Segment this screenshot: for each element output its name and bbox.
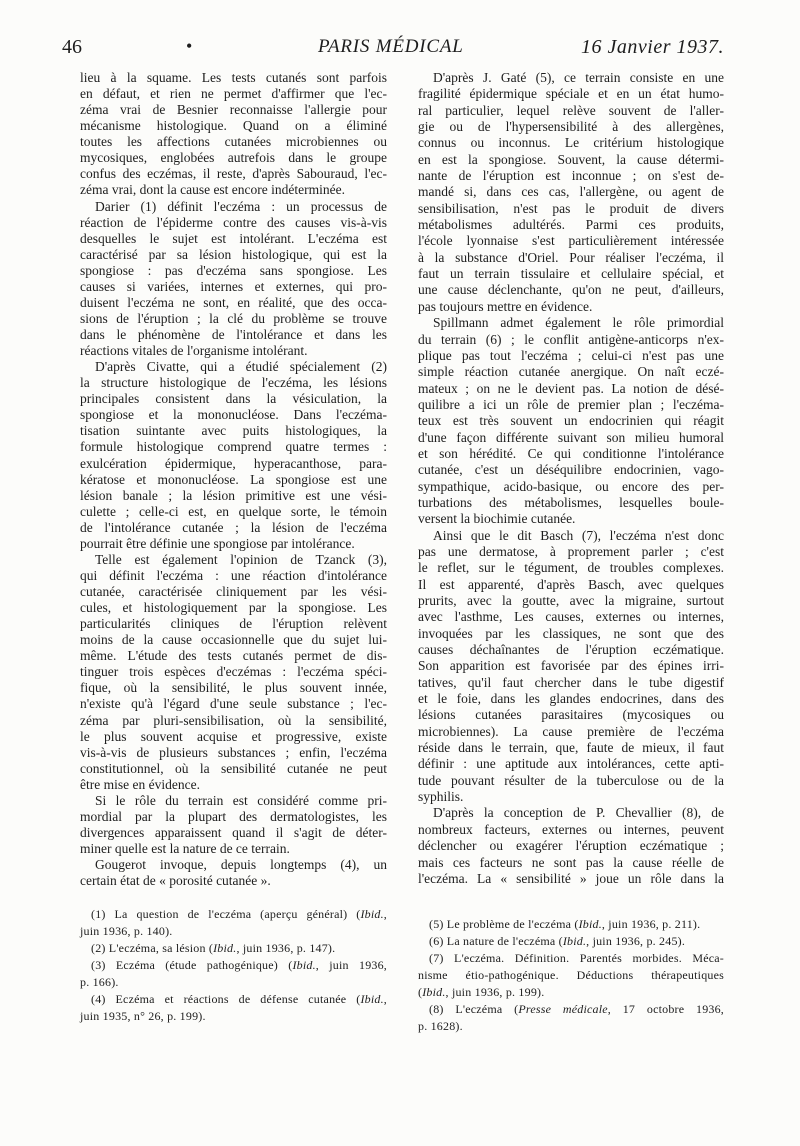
text-line: Gougerot invoque, depuis longtemps (4), un (95, 857, 387, 873)
footnote (418, 950, 724, 1001)
text-line: Darier (1) définit l'eczéma : un processus de (95, 198, 387, 214)
text-line: sensibilisation, n'est pas le produit de divers (418, 200, 724, 216)
text-line: nombreux facteurs, externes ou internes, peuvent (418, 821, 724, 837)
text-line: déclencher ou exagérer l'éruption eczématique ; (418, 838, 724, 854)
footnote-text: , 17 octobre 1936, (607, 1002, 725, 1016)
footnote-text: (1) La question de l'eczéma (aperçu général) ( (91, 907, 361, 921)
text-line: cules, et histologiquement par la spongiose. Les (80, 600, 387, 616)
text-line: formule histologique comprend quatre termes : (80, 439, 387, 455)
text-line: turbations des métabolismes, lesquelles boule- (418, 494, 724, 510)
text-line: simple réaction cutanée anergique. On naît eczé- (418, 364, 724, 380)
text-line: Spillmann admet également le rôle primordial (433, 315, 724, 331)
text-line: réaction de l'épiderme contre des causes vis-à-vis (80, 214, 387, 230)
footnote-text: , juin 1936, p. 147). (236, 941, 336, 955)
text-line: sions de l'éruption ; la clé du problème se trouve (80, 310, 387, 326)
text-line: cutanée, c'est un déséquilibre endocrinien, vago- (418, 462, 724, 478)
footnote-source-title: Ibid. (360, 992, 384, 1006)
footnote-source-title: Ibid. (213, 941, 237, 955)
text-line: quilibre a ici un rôle de premier plan ; l'eczéma- (418, 396, 724, 412)
footnote-source-title: Ibid. (360, 907, 384, 921)
footnote-text: juin 1936, p. 140). (80, 924, 173, 938)
text-line: tude pouvant résulter de la tuberculose ou de la (418, 772, 724, 788)
text-line: syphilis. (418, 789, 464, 805)
text-line: en défaut, et rien ne permet d'affirmer que l'ec- (80, 86, 387, 102)
footnote-text: ( (418, 985, 423, 999)
text-line: la structure histologique de l'eczéma, les lésions (80, 375, 387, 391)
footnote-text: nisme étio-pathogénique. Déductions thérapeutiques (418, 968, 724, 982)
ornament-dot: • (186, 36, 193, 56)
footnote-text: p. 1628). (418, 1019, 463, 1033)
footnote (80, 940, 387, 957)
footnote-text: (5) Le problème de l'eczéma ( (429, 917, 579, 931)
text-line: spongiose : pas d'eczéma sans spongiose. Les (80, 262, 387, 278)
text-line: mateux ; on ne le devient pas. La notion de désé- (418, 380, 724, 396)
footnote-text: (4) Eczéma et réactions de défense cutanée ( (91, 992, 361, 1006)
text-line: D'après J. Gaté (5), ce terrain consiste en une (433, 70, 724, 85)
text-line: en est la spongiose. Souvent, la cause détermi- (418, 151, 724, 167)
text-line: le plus souvent acquise et progressive, existe (80, 728, 387, 744)
text-line: de l'intolérance cutanée ; la lésion de l'eczéma (80, 519, 387, 535)
footnote-line (80, 974, 387, 991)
paragraph (418, 528, 724, 806)
text-line: tisation suintante avec puits histologiques, la (80, 423, 387, 439)
text-line: Telle est également l'opinion de Tzanck (3), (95, 551, 387, 567)
footnote-line (418, 950, 724, 967)
text-line: miner quelle est la nature de ce terrain. (80, 841, 290, 856)
footnote-text: (3) Eczéma (étude pathogénique) ( (91, 958, 293, 972)
footnote (80, 906, 387, 940)
text-line: fragilité épidermique spéciale et en un état humo- (418, 86, 724, 102)
text-line: fique, où la sensibilité, le plus souvent innée, (80, 680, 387, 696)
footnotes-left (80, 906, 387, 1025)
text-line: et son hérédité. Ce qui conditionne l'intolérance (418, 445, 724, 461)
text-line: moins de la cause occasionnelle que du sujet lui- (80, 632, 387, 648)
text-line: Son apparition est favorisée par des épines irri- (418, 658, 724, 674)
text-line: D'après Civatte, qui a étudié spécialement (2) (95, 359, 387, 375)
footnote-line (80, 940, 387, 957)
text-line: causes si variées, internes et externes, qui pro- (80, 278, 387, 294)
left-column (80, 70, 387, 889)
footnote-line (80, 923, 387, 940)
text-line: confus des eczémas, il reste, d'après Sabouraud, l'ec- (80, 166, 387, 182)
footnote-line (80, 1008, 387, 1025)
text-line: vis-à-vis de plusieurs substances ; enfin, l'eczéma (80, 744, 387, 760)
text-line: lésions cutanées parasitaires (mycosiques ou (418, 707, 724, 723)
text-line: n'existe qu'à l'égard d'une seule substance ; l'ec- (80, 696, 387, 712)
footnote-line (80, 991, 387, 1008)
text-line: zéma par pluri-sensibilisation, où la sensibilité, (80, 712, 387, 728)
page-header (0, 36, 800, 66)
text-line: ral particulier, lequel relève souvent de l'aller- (418, 102, 724, 118)
footnote-line (418, 967, 724, 984)
text-line: spongiose et la mononucléose. Dans l'eczéma- (80, 407, 387, 423)
footnote-line (418, 1018, 724, 1035)
text-line: sympathique, acido-basique, ou encore des per- (418, 478, 724, 494)
text-line: prurits, avec la goutte, avec la migraine, surtout (418, 593, 724, 608)
footnote-text: , juin 1936, p. 245). (586, 934, 686, 948)
footnotes-right (418, 916, 724, 1035)
footnote-text: (2) L'eczéma, sa lésion ( (91, 941, 214, 955)
text-line: d'une façon différente suivant son milieu humoral (418, 429, 724, 445)
text-line: du terrain (6) ; le conflit antigène-anticorps n'ex- (418, 331, 724, 347)
text-line: culette ; celle-ci est, en quelque sorte, le témoin (80, 503, 387, 519)
text-line: dans le phénomène de l'intolérance et dans les (80, 327, 387, 342)
footnote-source-title: Ibid. (562, 934, 587, 948)
text-line: constitutionnel, où la sensibilité cutanée ne peut (80, 760, 387, 776)
footnote-line (418, 984, 724, 1001)
text-line: microbiennes). La cause première de l'eczéma (418, 723, 724, 739)
footnote-text: (8) L'eczéma ( (429, 1002, 519, 1016)
footnote-line (80, 906, 387, 923)
text-line: desquelles le sujet est intolérant. L'eczéma est (80, 230, 387, 246)
text-line: nante de l'éruption est inconnue ; on s'est de- (418, 168, 724, 184)
text-line: certain état de « porosité cutanée ». (80, 873, 271, 889)
footnote-text: (7) L'eczéma. Définition. Parentés morbides. Méca- (429, 951, 724, 965)
footnote-text: , juin 1936, p. 211). (601, 917, 701, 931)
text-line: teux est très souvent un endocrinien qui réagit (418, 413, 724, 429)
footnote-text: , (383, 907, 387, 921)
footnote (80, 991, 387, 1025)
text-line: mandé si, dans ces cas, l'allergène, ou agent de (418, 184, 724, 200)
paragraph (418, 315, 724, 527)
text-line: tatives, qu'il faut chercher dans le tube digestif (418, 674, 724, 690)
text-line: qui définit l'eczéma : une réaction d'intolérance (80, 567, 387, 583)
text-line: pas toujours mettre en évidence. (418, 298, 593, 314)
paragraph (80, 199, 387, 360)
text-line: pourrait être définie une spongiose par intolérance. (80, 535, 355, 551)
text-line: zéma vrai, dont la cause est encore indéterminée. (80, 182, 345, 198)
text-line: définir : une aptitude aux intolérances, cette apti- (418, 756, 724, 772)
paragraph (418, 70, 724, 315)
text-line: lieu à la squame. Les tests cutanés sont parfois (80, 70, 387, 85)
paragraph (80, 359, 387, 552)
text-line: le reflet, sur le tégument, de troubles complexes. (418, 560, 724, 576)
text-line: cutanée, caractérisée cliniquement par les vési- (80, 584, 387, 599)
text-line: duisent l'eczéma ne sont, en réalité, que des occa- (80, 294, 387, 310)
text-line: caractérisé par sa lésion histologique, qui est la (80, 246, 387, 262)
text-line: mordial par la plupart des dermatologistes, les (80, 808, 387, 824)
text-line: gie ou de l'hypersensibilité à des allergènes, (418, 119, 724, 135)
footnote (418, 933, 724, 950)
footnote-source-title: Ibid. (422, 985, 446, 999)
text-line: réside dans le terrain, que, faute de mieux, il faut (418, 740, 724, 756)
text-line: pas une dermatose, à proprement parler ; c'est (418, 543, 724, 559)
text-line: D'après la conception de P. Chevallier (8), de (433, 805, 724, 821)
text-line: réactions vitales de l'organisme intolérant. (80, 343, 308, 359)
text-line: mycosiques, englobées autrefois dans le groupe (80, 150, 387, 166)
text-line: zéma vrai de Besnier reconnaisse l'allergie pour (80, 102, 387, 118)
journal-title: PARIS MÉDICAL (318, 36, 464, 57)
text-line: l'eczéma. La « sensibilité » joue un rôle dans la (418, 870, 724, 886)
paragraph (80, 552, 387, 793)
footnote-source-title: Ibid. (292, 958, 316, 972)
footnote-line (418, 933, 724, 950)
text-line: exulcération épidermique, hyperacanthose, para- (80, 455, 387, 471)
text-line: Il est apparenté, d'après Basch, avec quelques (418, 576, 724, 592)
paragraph (80, 70, 387, 199)
text-line: métabolismes adultérés. Parmi ces produits, (418, 217, 724, 233)
footnote (80, 957, 387, 991)
text-line: avec l'asthme, Les causes, externes ou internes, (418, 609, 724, 625)
footnote-text: (6) La nature de l'eczéma ( (429, 934, 563, 948)
footnote-text: , (383, 992, 387, 1006)
text-line: principales consistent dans la vésiculation, la (80, 391, 387, 407)
text-line: à la substance d'Oriel. Pour réaliser l'eczéma, il (418, 249, 724, 265)
text-line: l'école lyonnaise s'est particulièrement intéressée (418, 233, 724, 249)
issue-date: 16 Janvier 1937. (581, 36, 724, 58)
footnote-source-title: Presse médicale (518, 1002, 608, 1016)
footnote-text: juin 1935, n° 26, p. 199). (80, 1009, 206, 1023)
footnote-text: , juin 1936, (315, 958, 387, 972)
text-line: plique pas tout l'eczéma ; celui-ci n'est pas une (418, 347, 724, 363)
page-number: 46 (62, 36, 82, 58)
text-line: causes déchaînantes de l'éruption eczématique. (418, 642, 724, 658)
text-line: divergences apparaissent quand il s'agit de déter- (80, 824, 387, 840)
text-line: kératose et mononucléose. La spongiose est une (80, 471, 387, 487)
paragraph (80, 857, 387, 889)
footnote-text: , juin 1936, p. 199). (445, 985, 545, 999)
text-line: et le foie, dans les glandes endocrines, dans des (418, 691, 724, 707)
text-line: même. L'étude des tests cutanés permet de dis- (80, 648, 387, 664)
footnote-line (80, 957, 387, 974)
footnote-line (418, 1001, 724, 1018)
text-line: lésion banale ; la lésion primitive est une vési- (80, 487, 387, 503)
text-line: faut un terrain tissulaire et cellulaire spécial, et (418, 266, 724, 282)
right-column (418, 70, 724, 887)
text-line: toutes les affections cutanées microbiennes ou (80, 134, 387, 150)
text-line: Ainsi que le dit Basch (7), l'eczéma n'est donc (433, 527, 724, 543)
text-line: tinguer trois espèces d'eczémas : l'eczéma spéci- (80, 664, 387, 680)
text-line: une cause déclenchante, qu'on ne peut, d'ailleurs, (418, 282, 724, 298)
text-line: connus ou inconnus. Le critérium histologique (418, 135, 724, 151)
footnote-text: p. 166). (80, 975, 119, 989)
paragraph (80, 793, 387, 857)
text-line: particularités cliniques de l'éruption relèvent (80, 616, 387, 632)
footnote (418, 916, 724, 933)
text-line: mais ces facteurs ne sont pas la cause réelle de (418, 854, 724, 870)
text-line: invoquées par les classiques, ne sont que des (418, 625, 724, 641)
footnote-line (418, 916, 724, 933)
text-line: être mise en évidence. (80, 776, 200, 792)
paragraph (418, 805, 724, 887)
footnote-source-title: Ibid. (578, 917, 602, 931)
footnote (418, 1001, 724, 1035)
text-line: versent la biochimie cutanée. (418, 511, 576, 527)
text-line: Si le rôle du terrain est considéré comme pri- (95, 792, 387, 808)
text-line: mécanisme histologique. Quand on a éliminé (80, 118, 387, 134)
